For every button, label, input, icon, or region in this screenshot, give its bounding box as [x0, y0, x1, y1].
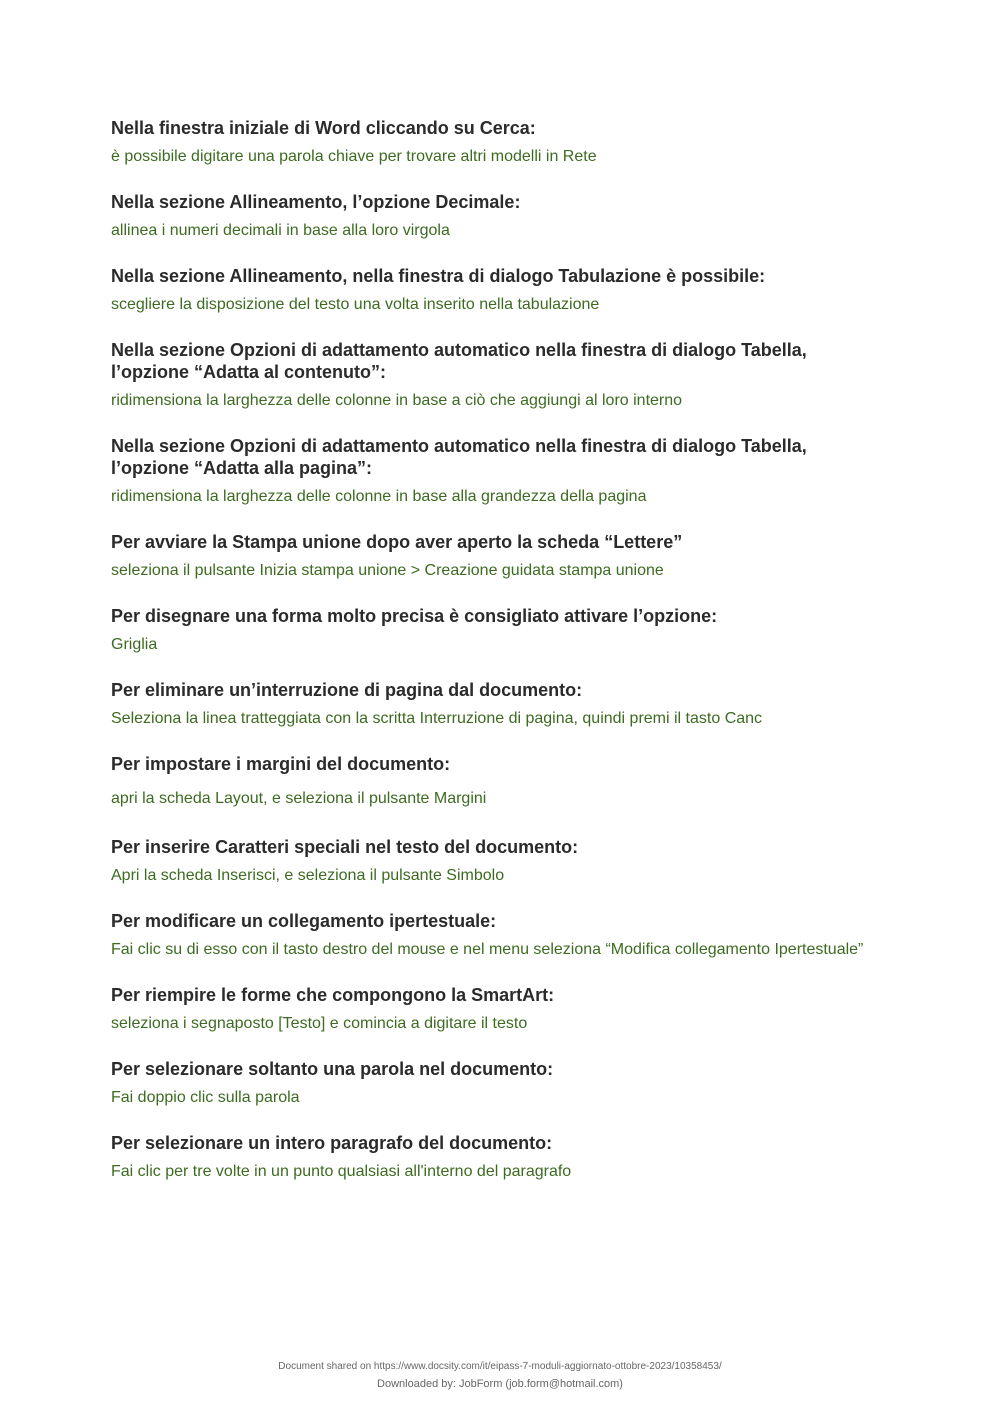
- qa-item: [111, 753, 881, 809]
- answer-text: Fai clic per tre volte in un punto qualsiasi all'interno del paragrafo: [111, 1163, 572, 1180]
- answer-text: scegliere la disposizione del testo una volta inserito nella tabulazione: [111, 296, 600, 313]
- question-text: Nella sezione Allineamento, l’opzione Decimale:: [111, 192, 521, 212]
- question-text: Per impostare i margini del documento:: [111, 754, 451, 774]
- answer-text: è possibile digitare una parola chiave per trovare altri modelli in Rete: [111, 148, 597, 165]
- footer-shared-note: Document shared on https://www.docsity.com/it/eipass-7-moduli-aggiornato-ottobre-2023/10358453/: [278, 1361, 722, 1372]
- question-text: Nella sezione Allineamento, nella finestra di dialogo Tabulazione è possibile:: [111, 266, 766, 286]
- footer-downloaded-note: Downloaded by: JobForm (job.form@hotmail.com): [377, 1378, 623, 1390]
- qa-item: [111, 836, 881, 886]
- question-text: Per eliminare un’interruzione di pagina dal documento:: [111, 680, 583, 700]
- qa-item: [111, 265, 881, 315]
- qa-item: [111, 117, 881, 167]
- answer-text: Seleziona la linea tratteggiata con la scritta Interruzione di pagina, quindi premi il tasto Canc: [111, 710, 763, 727]
- answer-text: apri la scheda Layout, e seleziona il pulsante Margini: [111, 790, 487, 807]
- qa-item: [111, 1132, 881, 1182]
- answer-text: Griglia: [111, 636, 158, 653]
- answer-text: Fai doppio clic sulla parola: [111, 1089, 300, 1106]
- answer-text: ridimensiona la larghezza delle colonne in base a ciò che aggiungi al loro interno: [111, 392, 683, 409]
- question-text: Per riempire le forme che compongono la SmartArt:: [111, 985, 555, 1005]
- qa-item: [111, 1058, 881, 1108]
- answer-text: Fai clic su di esso con il tasto destro del mouse e nel menu seleziona “Modifica collegamento Ipertestuale”: [111, 941, 864, 958]
- question-text: Per inserire Caratteri speciali nel testo del documento:: [111, 837, 579, 857]
- question-text: Per selezionare soltanto una parola nel documento:: [111, 1059, 554, 1079]
- question-text: Per modificare un collegamento ipertestuale:: [111, 911, 497, 931]
- question-text: Per disegnare una forma molto precisa è consigliato attivare l’opzione:: [111, 606, 718, 626]
- question-text: Per avviare la Stampa unione dopo aver aperto la scheda “Lettere”: [111, 532, 683, 552]
- qa-list: [111, 117, 881, 1182]
- qa-item: [111, 910, 881, 960]
- qa-item: [111, 339, 881, 411]
- question-text: Per selezionare un intero paragrafo del documento:: [111, 1133, 553, 1153]
- qa-item: [111, 435, 881, 507]
- answer-text: ridimensiona la larghezza delle colonne in base alla grandezza della pagina: [111, 488, 647, 505]
- question-text: Nella sezione Opzioni di adattamento automatico nella finestra di dialogo Tabella, l’opzione “Adatta alla pagina”:: [111, 436, 807, 478]
- answer-text: Apri la scheda Inserisci, e seleziona il pulsante Simbolo: [111, 867, 505, 884]
- qa-item: [111, 531, 881, 581]
- answer-text: seleziona il pulsante Inizia stampa unione > Creazione guidata stampa unione: [111, 562, 664, 579]
- question-text: Nella sezione Opzioni di adattamento automatico nella finestra di dialogo Tabella, l’opzione “Adatta al contenuto”:: [111, 340, 807, 382]
- answer-text: allinea i numeri decimali in base alla loro virgola: [111, 222, 450, 239]
- question-text: Nella finestra iniziale di Word cliccando su Cerca:: [111, 118, 536, 138]
- qa-item: [111, 984, 881, 1034]
- qa-item: [111, 191, 881, 241]
- qa-item: [111, 605, 881, 655]
- answer-text: seleziona i segnaposto [Testo] e comincia a digitare il testo: [111, 1015, 528, 1032]
- qa-item: [111, 679, 881, 729]
